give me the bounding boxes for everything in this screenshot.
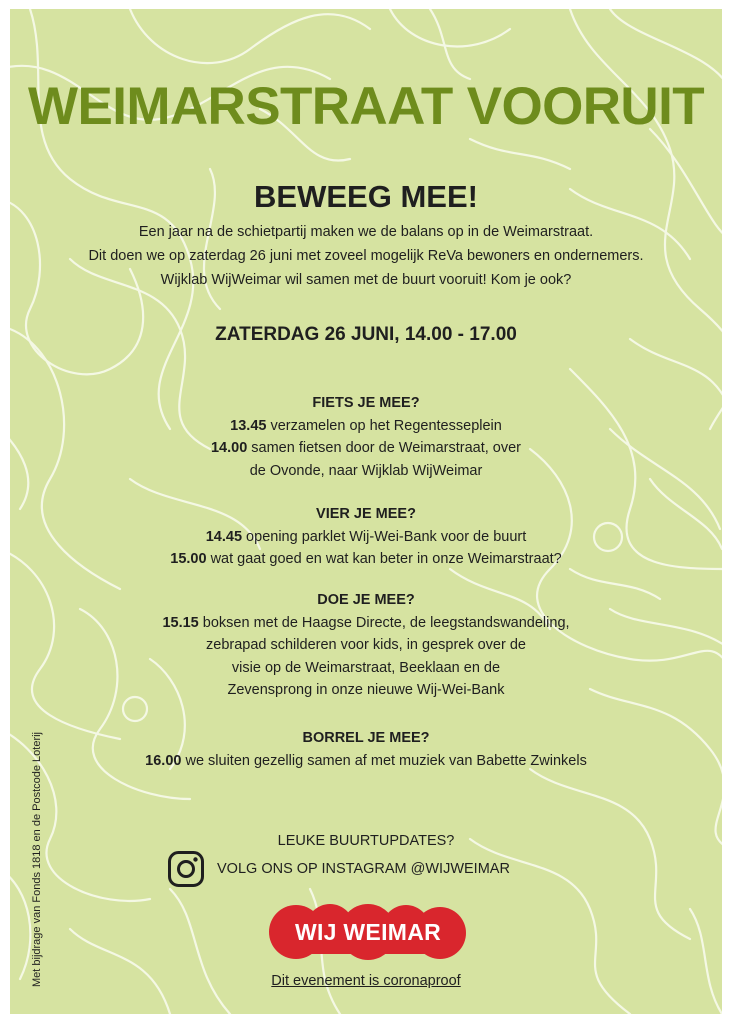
program-text: Zevensprong in onze nieuwe Wij-Wei-Bank (227, 682, 505, 698)
section-vier (10, 503, 722, 571)
program-time: 14.00 (210, 440, 248, 456)
section-doe (10, 589, 722, 702)
program-line (10, 460, 722, 483)
program-text: boksen met de Haagse Directe, de leegstandswandeling, (198, 614, 570, 631)
updates-heading: LEUKE BUURTUPDATES? (277, 833, 455, 849)
instagram-handle-text: VOLG ONS OP INSTAGRAM @WIJWEIMAR (217, 861, 510, 877)
program-text: verzamelen op het Regentesseplein (266, 417, 502, 434)
section-title: BORREL JE MEE? (302, 730, 430, 746)
program-text: visie op de Weimarstraat, Beeklaan en de (231, 659, 501, 676)
event-date: ZATERDAG 26 JUNI, 14.00 - 17.00 (215, 324, 517, 345)
program-line (10, 750, 722, 773)
intro-line: Wijklab WijWeimar wil samen met de buurt vooruit! Kom je ook? (160, 272, 572, 288)
program-text: wat gaat goed en wat kan beter in onze Weimarstraat? (206, 551, 562, 567)
program-line (10, 634, 722, 657)
program-text: samen fietsen door de Weimarstraat, over (247, 440, 522, 456)
section-title: DOE JE MEE? (317, 592, 415, 608)
program-line (10, 548, 722, 571)
program-line (10, 437, 722, 460)
logo-text: WIJ WEIMAR (294, 919, 442, 945)
section-title: VIER JE MEE? (316, 506, 416, 522)
instagram-row (167, 847, 510, 891)
program-text: we sluiten gezellig samen af met muziek van Babette Zwinkels (181, 752, 587, 769)
instagram-icon (167, 850, 205, 888)
intro-paragraph (10, 220, 722, 292)
program-line (10, 526, 722, 549)
section-title: FIETS JE MEE? (312, 395, 420, 411)
event-poster (10, 9, 722, 1014)
poster-subheading: BEWEEG MEE! (254, 179, 478, 214)
corona-note: Dit evenement is coronaproof (271, 973, 461, 989)
intro-line: Een jaar na de schietpartij maken we de balans op in de Weimarstraat. (138, 224, 594, 240)
program-line (10, 415, 722, 438)
program-time: 16.00 (145, 752, 182, 769)
program-text: de Ovonde, naar Wijklab WijWeimar (249, 462, 483, 479)
program-time: 13.45 (230, 417, 267, 434)
wij-weimar-logo (268, 902, 468, 962)
program-time: 15.00 (170, 551, 207, 567)
program-line (10, 612, 722, 635)
program-text: opening parklet Wij-Wei-Bank voor de buurt (242, 528, 527, 545)
sponsor-credit: Met bijdrage van Fonds 1818 en de Postcode Loterij (31, 732, 43, 987)
intro-line: Dit doen we op zaterdag 26 juni met zoveel mogelijk ReVa bewoners en ondernemers. (88, 248, 644, 264)
poster-headline: WEIMARSTRAAT VOORUIT (28, 77, 704, 136)
section-borrel (10, 727, 722, 772)
section-fiets (10, 392, 722, 482)
program-line (10, 657, 722, 680)
program-time: 15.15 (162, 614, 199, 631)
program-time: 14.45 (205, 528, 243, 545)
program-text: zebrapad schilderen voor kids, in gesprek over de (206, 637, 526, 653)
program-line (10, 679, 722, 702)
